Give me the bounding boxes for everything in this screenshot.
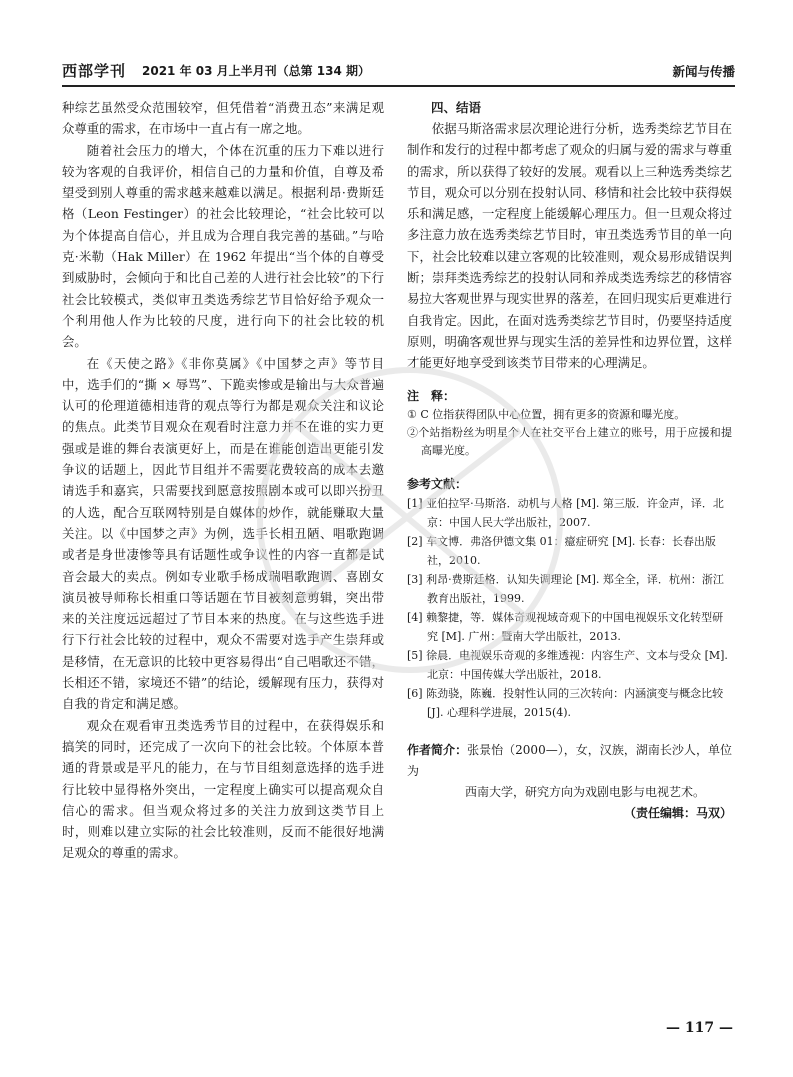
author-line-2: 西南大学，研究方向为戏剧电影与电视艺术。 [465,784,706,799]
references-list [407,494,732,722]
responsible-editor: （责任编辑：马双） [623,805,732,820]
page-number: — 117 — [666,1020,733,1036]
note-item: ②个站指粉丝为明星个人在社交平台上建立的账号，用于应援和提高曝光度。 [407,425,732,457]
paragraph: 在《天使之路》《非你莫属》《中国梦之声》等节目中，选手们的“撕 × 辱骂”、下跪卖惨或是输出与大众普遍认可的伦理道德相违背的观点等行为都是观众关注和议论的焦点。此类节目观众在观看时注意力并不在谁的实力更强或是谁的舞台表演更好上，而是在谁能创造出更能引发争议的话题上，因此节目组并不需要花费较高的成本去邀请选手和嘉宾，只需要找到愿意按照剧本或可以即兴扮丑的人选，配合互联网特别是自媒体的炒作，就能赚取大量关注。以《中国梦之声》为例，选手长相丑陋、唱歌跑调或者是身世凄惨等具有话题性或争议性的内容一直都是试音会最大的卖点。例如专业歌手杨成瑞唱歌跑调、喜剧女演员被导师称长相重口等话题在节目被刻意剪辑，突出带来的关注度远远超过了节目本来的热度。在与这些选手进行下行社会比较的过程中，观众不需要对选手产生崇拜或是移情，在无意识的比较中更容易得出“自己唱歌还不错，长相还不错，家境还不错”的结论，缓解现有压力，获得对自我的肯定和满足感。 [62,355,384,712]
journal-logo: 西部学刊 [62,62,127,80]
author-line-1: 张景怡（2000—），女，汉族，湖南长沙人，单位为 [407,742,732,778]
conclusion-heading: 四、结语 [431,100,482,115]
paragraph: 观众在观看审丑类选秀节目的过程中，在获得娱乐和搞笑的同时，还完成了一次向下的社会比较。个体原本普通的背景或是平凡的能力，在与节目组刻意选择的选手进行比较中显得格外突出，一定程度上确实可以提高观众自信心的需求。但当观众将过多的关注力放到这类节目上时，则难以建立实际的社会比较准则，反而不能很好地满足观众的尊重的需求。 [62,717,384,861]
right-column [407,97,732,823]
page-header [62,58,735,82]
notes-title: 注 释： [407,388,456,403]
paragraph: 种综艺虽然受众范围较窄，但凭借着“消费丑态”来满足观众尊重的需求，在市场中一直占有一席之地。 [62,100,384,137]
reference-item: [6] 陈劲骁，陈巍．投射性认同的三次转向：内涵演变与概念比较 [J]. 心理科学进展，2015(4). [407,686,724,719]
reference-item: [5] 徐晨．电视娱乐奇观的多维透视：内容生产、文本与受众 [M]. 北京：中国传媒大学出版社，2018. [407,648,728,681]
reference-item: [3] 利昂·费斯廷格．认知失调理论 [M]. 郑全全，译．杭州：浙江教育出版社，1999. [407,572,724,605]
paragraph: 随着社会压力的增大，个体在沉重的压力下难以进行较为客观的自我评价，相信自己的力量和价值，自尊及希望受到别人尊重的需求越来越难以满足。根据利昂·费斯廷格（Leon Festinger）的社会比较理论，“社会比较可以为个体提高自信心，并且成为合理自我完善的基础。”与哈克·米勒（Hak Miller）在 1962 年提出“当个体的自尊受到威胁时，会倾向于和比自己差的人进行社会比较”的下行社会比较模式，类似审丑类选秀综艺节目恰好给予观众一个利用他人作为比较的尺度，进行向下的社会比较的机会。 [62,142,384,350]
left-column [62,97,384,864]
reference-item: [1] 亚伯拉罕·马斯洛．动机与人格 [M]. 第三版．许金声，译．北京：中国人民大学出版社，2007. [407,496,724,529]
reference-item: [4] 赖黎捷，等．媒体奇观视域奇观下的中国电视娱乐文化转型研究 [M]. 广州：暨南大学出版社，2013. [407,610,724,643]
references-title: 参考文献： [407,476,468,491]
conclusion-paragraph: 依据马斯洛需求层次理论进行分析，选秀类综艺节目在制作和发行的过程中都考虑了观众的归属与爱的需求与尊重的需求，所以获得了较好的发展。观看以上三种选秀类综艺节目，观众可以分别在投射认同、移情和社会比较中获得娱乐和满足感，一定程度上能缓解心理压力。但一旦观众将过多注意力放在选秀类综艺节目时，审丑类选秀节目的单一向下，社会比较难以建立客观的比较准则，观众易形成错误判断；崇拜类选秀综艺的投射认同和养成类选秀综艺的移情容易拉大客观世界与现实世界的落差，在回归现实后更难进行自我肯定。因此，在面对选秀类综艺节目时，仍要坚持适度原则，明确客观世界与现实生活的差异性和边界位置，这样才能更好地享受到该类节目带来的心理满足。 [407,121,732,371]
section-title: 新闻与传播 [672,64,735,79]
note-item: ① C 位指获得团队中心位置，拥有更多的资源和曝光度。 [407,407,686,421]
notes-list [407,406,732,460]
issue-info: 2021 年 03 月上半月刊（总第 134 期） [142,64,371,78]
header-rule [62,85,735,87]
author-label: 作者简介： [407,742,468,757]
reference-item: [2] 车文博．弗洛伊德文集 01：癔症研究 [M]. 长春：长春出版社，2010. [407,534,716,567]
author-bio [407,740,732,803]
